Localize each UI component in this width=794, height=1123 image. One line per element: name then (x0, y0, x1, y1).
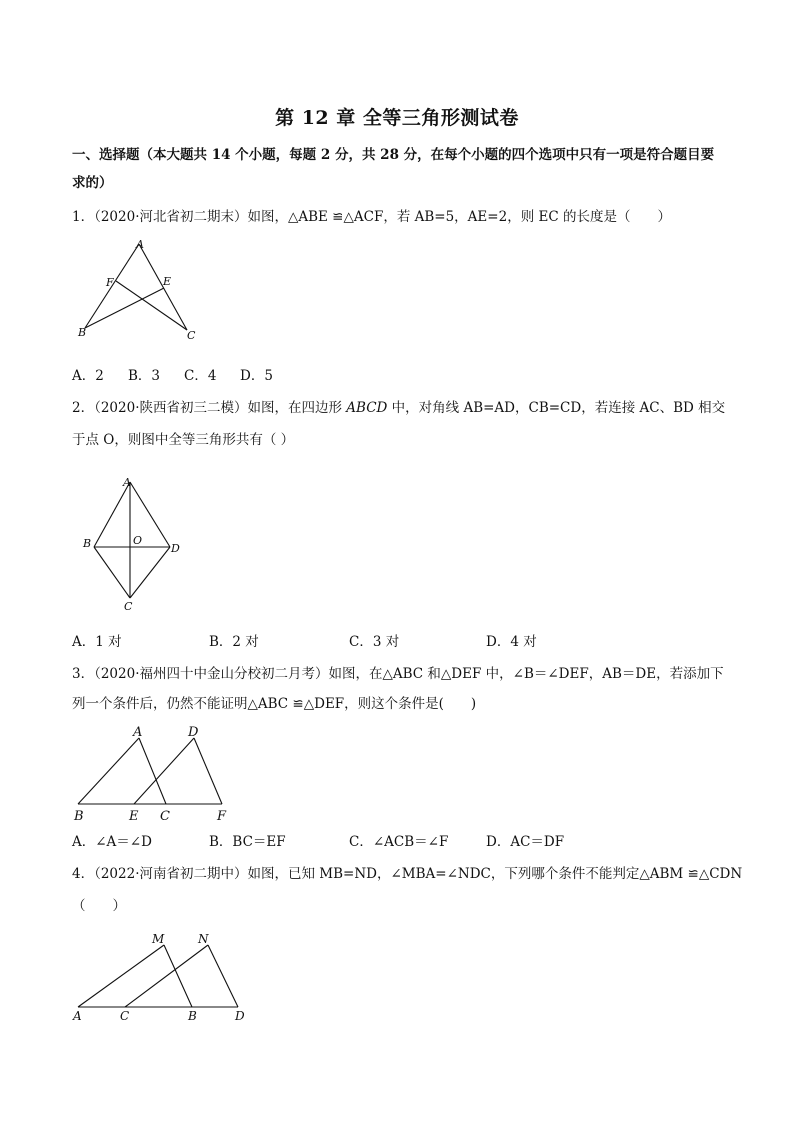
q3-side-ab (78, 738, 139, 804)
q1-figure (75, 236, 205, 346)
q4-label-d: D (235, 1009, 245, 1023)
q3-side-df (194, 738, 222, 804)
q4-label-c: C (120, 1009, 130, 1023)
q1-segment-fc (116, 281, 187, 330)
q4-side-am (78, 945, 164, 1007)
q3-label-b: B (74, 809, 84, 824)
q4-label-m: M (152, 932, 165, 946)
q3-label-f: F (217, 809, 227, 824)
q2-label-d: D (171, 542, 180, 555)
q3-option-c[interactable]: C．∠ACB＝∠F (349, 834, 449, 850)
q4-side-mb (164, 945, 192, 1007)
q1-label-b: B (78, 326, 87, 339)
q2-option-b[interactable]: B．2 对 (209, 634, 259, 650)
q3-text-line2: 列一个条件后，仍然不能证明△ABC ≌△DEF，则这个条件是( ) (72, 696, 477, 712)
q2-side-bc (94, 547, 130, 598)
q4-text-line2: （ ） (72, 898, 126, 914)
page-title: 第 12 章 全等三角形测试卷 (275, 107, 519, 129)
q2-option-d[interactable]: D．4 对 (486, 634, 537, 650)
q2-figure (80, 470, 190, 620)
q2-options (72, 632, 572, 652)
q1-option-c[interactable]: C．4 (184, 368, 217, 384)
q3-option-d[interactable]: D．AC＝DF (486, 834, 565, 850)
q2-text-quad: ABCD (346, 400, 388, 416)
q2-label-c: C (124, 600, 133, 613)
q3-label-e: E (129, 809, 139, 824)
q1-label-a: A (136, 238, 144, 251)
q3-figure (70, 722, 240, 827)
q4-side-nd (208, 945, 238, 1007)
q2-side-ab (94, 482, 130, 547)
section-heading-line1: 一、选择题（本大题共 14 个小题，每题 2 分，共 28 分，在每个小题的四个选项中只有一项是符合题目要 (72, 147, 715, 163)
q2-text-pre: 2．（2020·陕西省初三二模）如图，在四边形 (72, 400, 347, 416)
q4-label-a: A (73, 1009, 82, 1023)
q2-option-a[interactable]: A．1 对 (72, 634, 122, 650)
q3-option-b[interactable]: B．BC＝EF (209, 834, 286, 850)
q1-label-e: E (163, 275, 172, 288)
q3-text-line1: 3．（2020·福州四十中金山分校初二月考）如图，在△ABC 和△DEF 中，∠B＝∠DEF，AB＝DE，若添加下 (72, 666, 724, 682)
q3-label-d: D (188, 725, 199, 740)
q3-label-c: C (160, 809, 170, 824)
q4-text-line1: 4．（2022·河南省初二期中）如图，已知 MB=ND，∠MBA=∠NDC，下列哪个条件不能判定△ABM ≌△CDN (72, 866, 743, 882)
q2-option-c[interactable]: C．3 对 (349, 634, 400, 650)
q1-option-b[interactable]: B．3 (128, 368, 161, 384)
q1-option-d[interactable]: D．5 (240, 368, 273, 384)
q1-options (72, 366, 372, 386)
q2-text-line1 (72, 398, 732, 418)
q3-label-a: A (133, 725, 143, 740)
q2-text-line2: 于点 O，则图中全等三角形共有（ ） (72, 432, 295, 448)
q1-text: 1．（2020·河北省初二期末）如图，△ABE ≌△ACF，若 AB=5，AE=2，则 EC 的长度是（ ） (72, 209, 671, 225)
q4-figure (70, 930, 255, 1025)
q2-side-dc (130, 547, 170, 598)
q4-side-cn (125, 945, 208, 1007)
q1-segment-be (85, 288, 164, 328)
q1-label-c: C (187, 329, 196, 342)
q3-option-a[interactable]: A．∠A＝∠D (72, 834, 152, 850)
q2-label-a: A (123, 476, 131, 489)
q4-label-b: B (188, 1009, 197, 1023)
q4-label-n: N (198, 932, 209, 946)
q2-label-o: O (133, 534, 143, 547)
q3-options (72, 832, 592, 852)
q1-option-a[interactable]: A．2 (72, 368, 104, 384)
q2-label-b: B (83, 537, 92, 550)
q1-label-f: F (106, 276, 114, 289)
section-heading-line2: 求的） (72, 175, 113, 191)
q2-text-post: 中，对角线 AB=AD，CB=CD，若连接 AC、BD 相交 (387, 400, 726, 416)
